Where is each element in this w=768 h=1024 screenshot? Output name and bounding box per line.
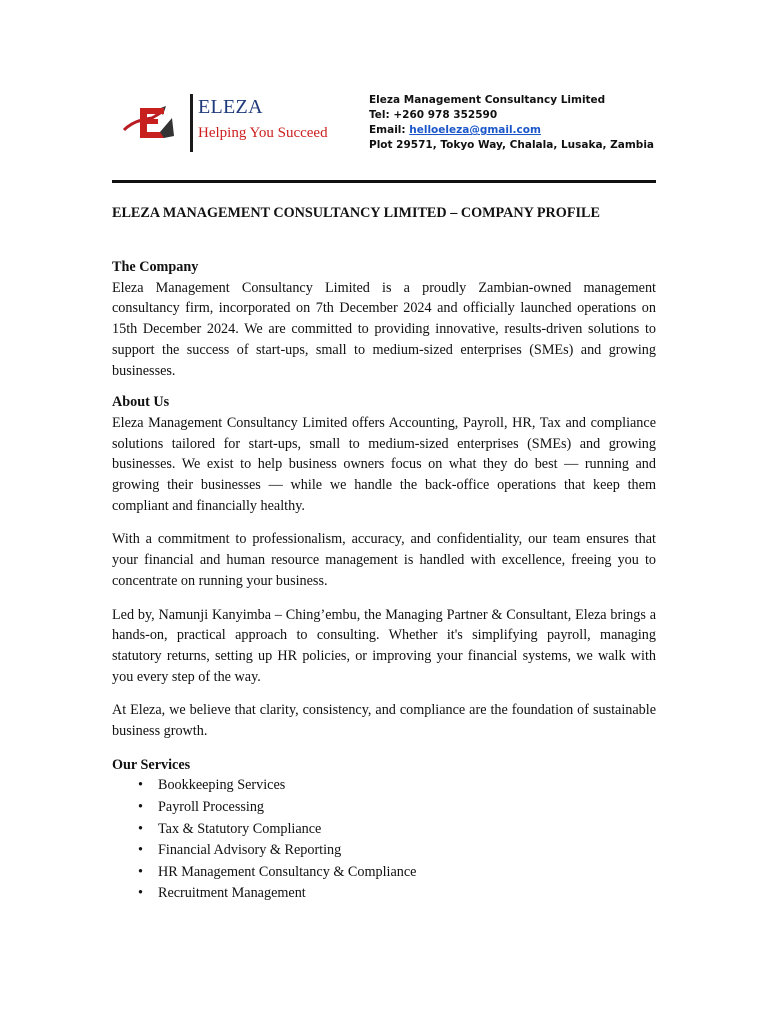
logo-name: ELEZA bbox=[198, 96, 263, 118]
bullet-icon: • bbox=[138, 842, 143, 859]
logo-divider bbox=[190, 94, 193, 152]
bullet-icon: • bbox=[138, 777, 143, 794]
service-label: Bookkeeping Services bbox=[158, 777, 286, 794]
bullet-icon: • bbox=[138, 820, 143, 837]
tel-label: Tel: bbox=[369, 109, 390, 121]
service-label: Financial Advisory & Reporting bbox=[158, 842, 342, 859]
header-rule bbox=[112, 180, 656, 183]
email-link[interactable]: helloeleza@gmail.com bbox=[409, 124, 541, 136]
section-heading-services: Our Services bbox=[112, 756, 191, 773]
service-item bbox=[112, 797, 656, 819]
service-label: Tax & Statutory Compliance bbox=[158, 820, 322, 837]
bullet-icon: • bbox=[138, 863, 143, 880]
contact-email bbox=[369, 123, 654, 138]
services-list bbox=[112, 775, 656, 905]
contact-company: Eleza Management Consultancy Limited bbox=[369, 94, 606, 106]
company-logo bbox=[122, 92, 332, 154]
document-body bbox=[112, 257, 656, 905]
about-paragraph: Led by, Namunji Kanyimba – Ching’embu, the Managing Partner & Consultant, Eleza brings a hands-on, practical approach to consulting. Whether it's simplifying payroll, managing statutory returns, setting up HR policies, or improving your financial systems, we walk with you every step of the way. bbox=[112, 606, 656, 685]
about-paragraph: Eleza Management Consultancy Limited offers Accounting, Payroll, HR, Tax and compliance solutions tailored for start-ups, small to medium-sized enterprises (SMEs) and growing businesses. We exist to help business owners focus on what they do best — running and growing their businesses — while we handle the back-office operations that keep them compliant and financially healthy. bbox=[112, 414, 656, 514]
eleza-logo-mark-icon bbox=[122, 96, 182, 146]
service-item bbox=[112, 840, 656, 862]
document-title: ELEZA MANAGEMENT CONSULTANCY LIMITED – COMPANY PROFILE bbox=[112, 205, 600, 221]
service-item bbox=[112, 819, 656, 841]
service-item bbox=[112, 862, 656, 884]
contact-tel bbox=[369, 108, 654, 123]
contact-address: Plot 29571, Tokyo Way, Chalala, Lusaka, Zambia bbox=[369, 139, 655, 151]
bullet-icon: • bbox=[138, 799, 143, 816]
tel-value: +260 978 352590 bbox=[393, 109, 498, 121]
contact-block bbox=[369, 93, 654, 153]
service-label: HR Management Consultancy & Compliance bbox=[158, 863, 417, 880]
about-paragraph: With a commitment to professionalism, accuracy, and confidentiality, our team ensures that your financial and human resource management is handled with excellence, freeing you to concentrate on running your business. bbox=[112, 531, 656, 589]
about-paragraph: At Eleza, we believe that clarity, consistency, and compliance are the foundation of sustainable business growth. bbox=[112, 702, 656, 740]
section-heading-company: The Company bbox=[112, 259, 199, 275]
bullet-icon: • bbox=[138, 885, 143, 902]
service-label: Payroll Processing bbox=[158, 799, 265, 816]
service-item bbox=[112, 883, 656, 905]
company-paragraph: Eleza Management Consultancy Limited is a proudly Zambian-owned management consultancy firm, incorporated on 7th December 2024 and officially launched operations on 15th December 2024. We are committed to providing innovative, results-driven solutions to support the success of start-ups, small to medium-sized enterprises (SMEs) and growing businesses. bbox=[112, 279, 656, 379]
logo-tagline: Helping You Succeed bbox=[198, 125, 328, 141]
section-heading-about: About Us bbox=[112, 394, 170, 411]
service-label: Recruitment Management bbox=[158, 885, 306, 902]
service-item bbox=[112, 775, 656, 797]
email-label: Email: bbox=[369, 124, 406, 136]
